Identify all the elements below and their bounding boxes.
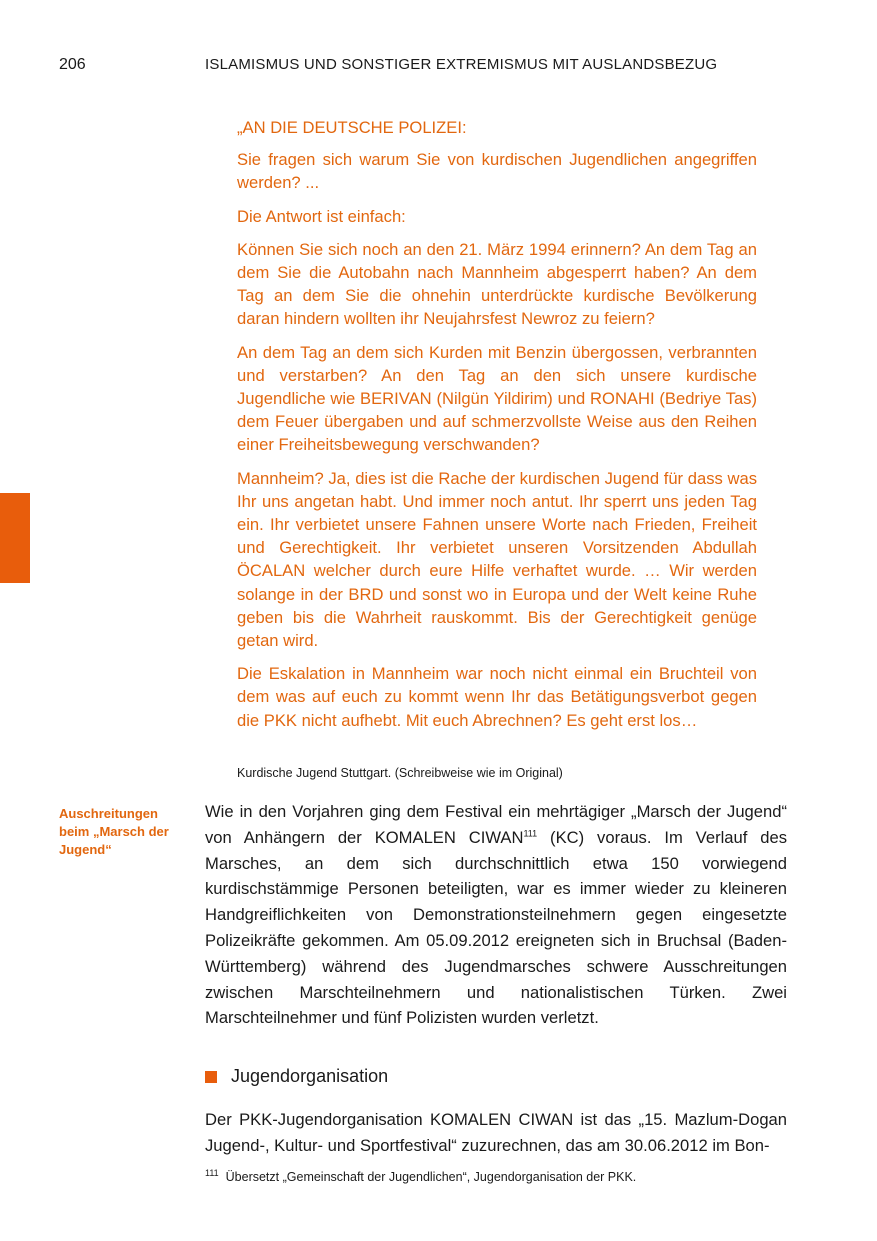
margin-note: Auschreitungen beim „Marsch der Jugend“ [59, 806, 169, 857]
chapter-tab-marker [0, 493, 30, 583]
footnote [205, 1167, 637, 1184]
body-text-segment: Wie in den Vorjahren ging dem Festival ein mehrtägiger „Marsch der Jugend“ von Anhängern der KOMALEN CIWAN [205, 802, 787, 847]
section-heading [205, 1066, 388, 1087]
footnote-number: 111 [205, 1167, 219, 1178]
quote-paragraph: Die Antwort ist einfach: [237, 206, 406, 226]
page-number: 206 [59, 56, 86, 73]
body-paragraph: Der PKK-Jugendorganisation KOMALEN CIWAN ist das „15. Mazlum-Dogan Jugend-, Kultur- und Sportfestival“ zuzurechnen, das am 30.06.2012 im Bon- [205, 1110, 787, 1155]
quote-paragraph: Mannheim? Ja, dies ist die Rache der kurdischen Jugend für dass was Ihr uns angetan habt. Und immer noch antut. Ihr sperrt uns jeden Tag ein. Ihr verbietet unsere Fahnen unsere Worte nach Frieden, Freiheit und Gerechtigkeit. Ihr verbietet unseren Vorsitzenden Abdullah ÖCALAN welcher durch eure Hilfe verhaftet wurde. … Wir werden solange in der BRD und sonst wo in Europa und der Welt keine Ruhe geben bis die Wahrheit rauskommt. Bis der Gerechtigkeit genüge getan wird. [237, 468, 757, 651]
quote-paragraph: Können Sie sich noch an den 21. März 1994 erinnern? An dem Tag an dem Sie die Autobahn nach Mannheim abgesperrt haben? An dem Tag an dem Sie die ohnehin unterdrückte kurdische Bevölkerung daran hindern wollten ihr Neujahrsfest Newroz zu feiern? [237, 239, 757, 329]
body-text-segment: (KC) voraus. Im Verlauf des Marsches, an dem sich durchschnittlich etwa 150 vorwiegend kurdischstämmige Personen beteiligten, war es immer wieder zu kleineren Handgreiflichkeiten von Demonstrationsteilnehmern gegen eingesetzte Polizeikräfte gekommen. Am 05.09.2012 ereigneten sich in Bruchsal (Baden-Württemberg) während des Jugendmarsches schwere Ausschreitungen zwischen Marschteilnehmern und nationalistischen Türken. Zwei Marschteilnehmer und fünf Polizisten wurden verletzt. [205, 827, 787, 1028]
running-header: ISLAMISMUS UND SONSTIGER EXTREMISMUS MIT AUSLANDSBEZUG [205, 56, 718, 73]
section-heading-label: Jugendorganisation [231, 1066, 389, 1086]
quote-paragraph: Die Eskalation in Mannheim war noch nicht einmal ein Bruchteil von dem was auf euch zu kommt wenn Ihr das Betätigungsverbot gegen die PKK nicht aufhebt. Mit euch Abrechnen? Es geht erst los… [237, 664, 757, 730]
quote-paragraph: Sie fragen sich warum Sie von kurdischen Jugendlichen angegriffen werden? ... [237, 150, 757, 193]
blockquote [237, 116, 757, 742]
body-paragraph [205, 799, 787, 1031]
footnote-reference[interactable]: 111 [523, 828, 538, 839]
square-bullet-icon [205, 1071, 217, 1083]
quote-source: Kurdische Jugend Stuttgart. (Schreibweise wie im Original) [237, 766, 563, 780]
quote-heading: „AN DIE DEUTSCHE POLIZEI: [237, 118, 467, 137]
quote-paragraph: An dem Tag an dem sich Kurden mit Benzin übergossen, verbrannten und verstarben? An den Tag an den sich unsere kurdische Jugendliche wie BERIVAN (Nilgün Yildirim) und RONAHI (Bedriye Tas) dem Feuer übergaben und auf schmerzvollste Weise aus den Reihen einer Freiheitsbewegung verschwanden? [237, 342, 757, 455]
footnote-text: Übersetzt „Gemeinschaft der Jugendlichen“, Jugendorganisation der PKK. [225, 1170, 637, 1184]
